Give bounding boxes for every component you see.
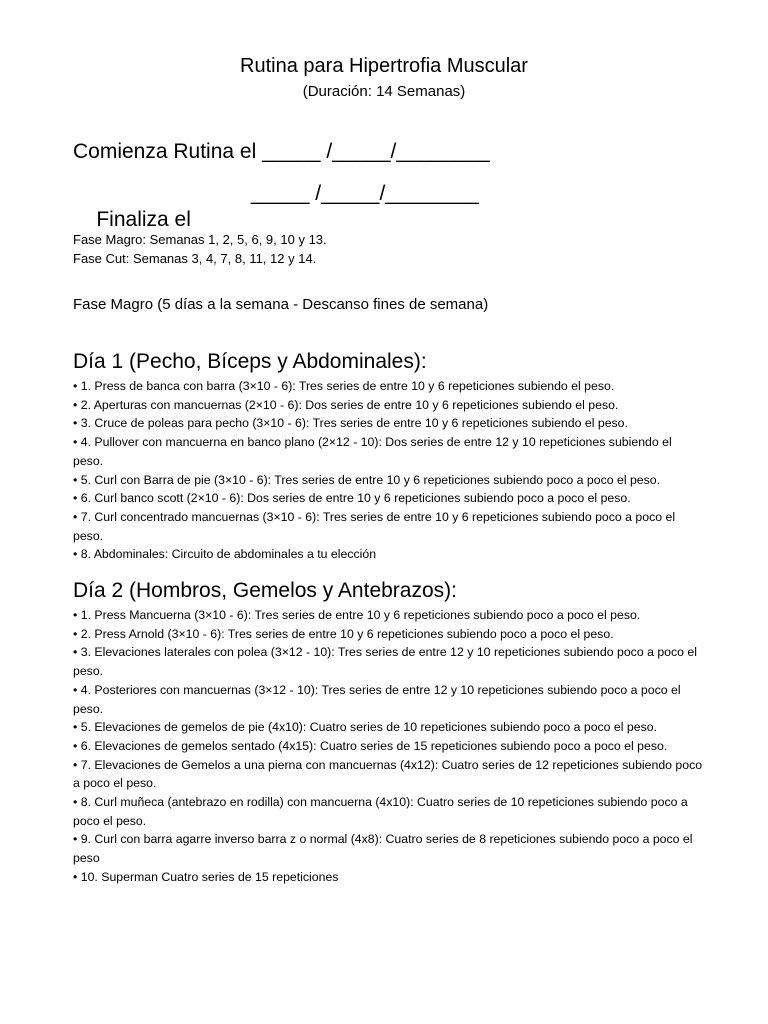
list-item (73, 414, 703, 433)
bullet-icon: • (73, 795, 78, 810)
exercise-text: 7. Elevaciones de Gemelos a una pierna con mancuernas (4x12): Cuatro series de 12 repeticiones subiendo poco a poco el peso. (73, 757, 703, 791)
bullet-icon: • (73, 608, 78, 622)
bullet-icon: • (73, 645, 78, 660)
list-item (73, 681, 703, 718)
exercise-text: 3. Elevaciones laterales con polea (3×12 - 10): Tres series de entre 12 y 10 repeticiones subiendo poco a poco el peso. (73, 645, 697, 679)
bullet-icon: • (73, 472, 78, 487)
list-item (73, 756, 703, 793)
exercise-text: 2. Aperturas con mancuernas (2×10 - 6): Dos series de entre 10 y 6 repeticiones subiendo el peso. (80, 397, 619, 412)
list-item (73, 830, 703, 867)
list-item (73, 489, 703, 508)
exercise-text: 10. Superman Cuatro series de 15 repeticiones (80, 869, 339, 884)
bullet-icon: • (73, 869, 78, 884)
list-item (73, 737, 703, 756)
document-subtitle: (Duración: 14 Semanas) (302, 83, 466, 100)
start-date-line: Comienza Rutina el _____ /_____/________ (73, 140, 490, 163)
exercise-text: 7. Curl concentrado mancuernas (3×10 - 6): Tres series de entre 10 y 6 repeticiones subiendo poco a poco el peso. (73, 509, 676, 543)
list-item (73, 545, 703, 564)
list-item (73, 606, 703, 625)
list-item (73, 643, 703, 680)
document-title: Rutina para Hipertrofia Muscular (240, 55, 528, 77)
bullet-icon: • (73, 757, 78, 772)
list-item (73, 508, 703, 545)
phase-magro-weeks: Fase Magro: Semanas 1, 2, 5, 6, 9, 10 y 13. (73, 232, 327, 247)
bullet-icon: • (73, 416, 78, 431)
phase-cut-weeks: Fase Cut: Semanas 3, 4, 7, 8, 11, 12 y 14. (73, 251, 317, 266)
day2-exercise-list (73, 606, 703, 887)
end-date-label: Finaliza el (96, 208, 191, 231)
bullet-icon: • (73, 491, 78, 506)
list-item (73, 793, 703, 830)
list-item (73, 433, 703, 470)
list-item (73, 377, 703, 396)
exercise-text: 2. Press Arnold (3×10 - 6): Tres series de entre 10 y 6 repeticiones subiendo poco a poco el peso. (80, 626, 614, 641)
exercise-text: 8. Curl muñeca (antebrazo en rodilla) con mancuerna (4x10): Cuatro series de 10 repeticiones subiendo poco a poco el peso. (73, 795, 688, 828)
list-item (73, 625, 703, 644)
bullet-icon: • (73, 379, 78, 393)
bullet-icon: • (73, 832, 78, 847)
exercise-text: 1. Press Mancuerna (3×10 - 6): Tres series de entre 10 y 6 repeticiones subiendo poco a poco el peso. (80, 608, 641, 622)
exercise-text: 6. Curl banco scott (2×10 - 6): Dos series de entre 10 y 6 repeticiones subiendo poco a poco el peso. (80, 491, 631, 506)
bullet-icon: • (73, 397, 78, 412)
exercise-text: 8. Abdominales: Circuito de abdominales a tu elección (80, 547, 377, 562)
exercise-text: 9. Curl con barra agarre inverso barra z o normal (4x8): Cuatro series de 8 repeticiones subiendo poco a poco el peso (73, 832, 693, 866)
day1-heading: Día 1 (Pecho, Bíceps y Abdominales): (73, 350, 427, 373)
bullet-icon: • (73, 435, 78, 450)
exercise-text: 3. Cruce de poleas para pecho (3×10 - 6): Tres series de entre 10 y 6 repeticiones subiendo el peso. (80, 416, 628, 431)
exercise-text: 4. Pullover con mancuerna en banco plano (2×12 - 10): Dos series de entre 12 y 10 repeticiones subiendo el peso. (73, 435, 672, 468)
exercise-text: 5. Elevaciones de gemelos de pie (4x10): Cuatro series de 10 repeticiones subiendo poco a poco el peso. (80, 720, 658, 735)
exercise-text: 6. Elevaciones de gemelos sentado (4x15): Cuatro series de 15 repeticiones subiendo poco a poco el peso. (80, 738, 668, 753)
bullet-icon: • (73, 547, 78, 562)
bullet-icon: • (73, 509, 78, 524)
bullet-icon: • (73, 682, 78, 697)
exercise-text: 4. Posteriores con mancuernas (3×12 - 10): Tres series de entre 12 y 10 repeticiones subiendo poco a poco el peso. (73, 682, 681, 716)
list-item (73, 718, 703, 737)
day2-heading: Día 2 (Hombros, Gemelos y Antebrazos): (73, 579, 457, 602)
day1-exercise-list (73, 377, 703, 564)
exercise-text: 1. Press de banca con barra (3×10 - 6): Tres series de entre 10 y 6 repeticiones subiendo el peso. (80, 379, 615, 393)
bullet-icon: • (73, 626, 78, 641)
phase-heading: Fase Magro (5 días a la semana - Descanso fines de semana) (73, 296, 489, 313)
list-item (73, 471, 703, 490)
list-item (73, 868, 703, 887)
list-item (73, 396, 703, 415)
bullet-icon: • (73, 738, 78, 753)
bullet-icon: • (73, 720, 78, 735)
end-date-blanks: _____ /_____/________ (251, 182, 479, 205)
exercise-text: 5. Curl con Barra de pie (3×10 - 6): Tres series de entre 10 y 6 repeticiones subiendo poco a poco el peso. (80, 472, 661, 487)
